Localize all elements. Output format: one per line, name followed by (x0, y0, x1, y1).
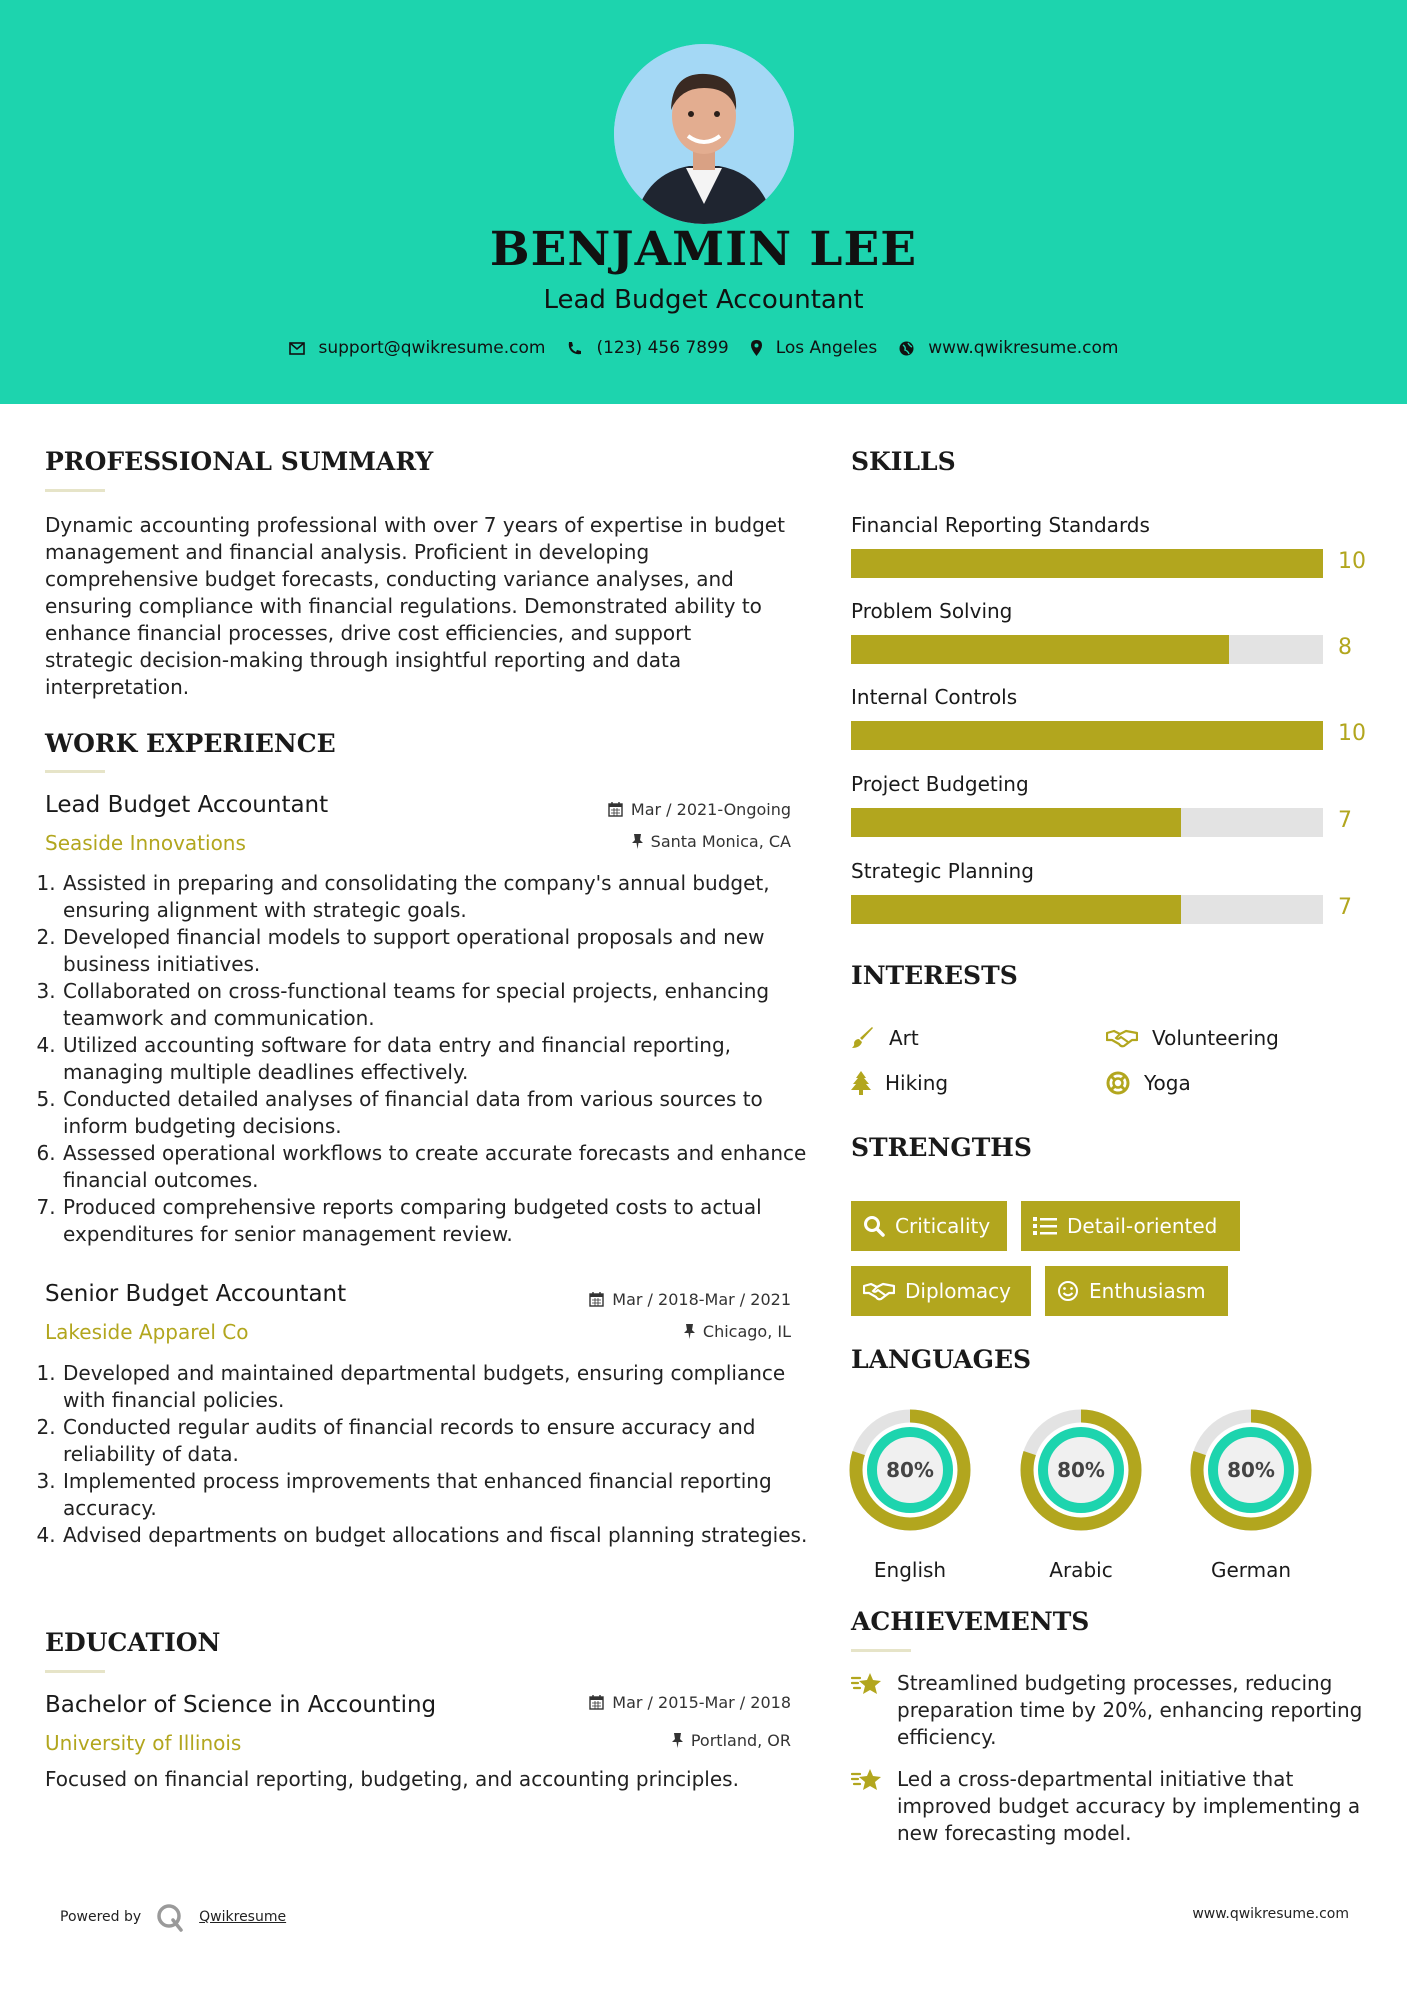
calendar-icon (608, 802, 623, 817)
job-title-1: Lead Budget Accountant (45, 792, 329, 818)
lifebuoy-icon (1106, 1071, 1130, 1095)
education-school: University of Illinois (45, 1731, 242, 1755)
strength-label: Criticality (895, 1214, 991, 1238)
language-percent: 80% (1227, 1458, 1275, 1482)
language-percent: 80% (1057, 1458, 1105, 1482)
contact-email[interactable] (289, 338, 546, 358)
job-date-1 (480, 800, 791, 819)
interest-label: Yoga (1144, 1071, 1191, 1095)
pushpin-icon (632, 834, 643, 849)
calendar-icon (589, 1695, 604, 1710)
smile-icon (1057, 1280, 1079, 1302)
pushpin-icon (684, 1324, 695, 1339)
language-name: Arabic (1049, 1558, 1113, 1582)
interest-volunteering (1106, 1026, 1279, 1050)
duty-item: 6. Assessed operational workflows to create accurate forecasts and enhance financial outcomes. (62, 1140, 812, 1194)
job-date-text-2: Mar / 2018-Mar / 2021 (612, 1290, 791, 1309)
education-description: Focused on financial reporting, budgeting, and accounting principles. (45, 1767, 739, 1791)
job-title-2: Senior Budget Accountant (45, 1281, 347, 1307)
duty-item: 3. Implemented process improvements that enhanced financial reporting accuracy. (62, 1468, 812, 1522)
website-text: www.qwikresume.com (928, 338, 1119, 358)
profile-photo (614, 44, 794, 224)
handshake-icon (1106, 1028, 1138, 1048)
qwikresume-logo-icon (155, 1902, 185, 1932)
experience-divider (45, 770, 105, 773)
job-duties-2 (44, 1360, 812, 1549)
skill-bar-track (851, 635, 1323, 664)
skill-bar-fill (851, 549, 1323, 578)
star-award-icon (851, 1670, 883, 1698)
duty-item: 1. Assisted in preparing and consolidating the company's annual budget, ensuring alignment with strategic goals. (62, 870, 812, 924)
contact-bar (0, 338, 1407, 358)
achievement-item (851, 1670, 1371, 1751)
strength-detail-oriented (1021, 1201, 1240, 1251)
handshake-icon (863, 1281, 895, 1301)
achievements-divider (851, 1649, 911, 1652)
experience-heading: WORK EXPERIENCE (45, 729, 336, 758)
education-divider (45, 1670, 105, 1673)
interest-art (851, 1026, 919, 1050)
duty-item: 2. Conducted regular audits of financial records to ensure accuracy and reliability of data. (62, 1414, 812, 1468)
skill-label: Problem Solving (851, 599, 1013, 623)
search-icon (863, 1215, 885, 1237)
contact-website[interactable] (899, 338, 1118, 358)
skill-bar-fill (851, 635, 1229, 664)
skill-bar-fill (851, 721, 1323, 750)
candidate-name: BENJAMIN LEE (489, 222, 918, 277)
skill-value: 8 (1338, 635, 1352, 660)
skill-value: 7 (1338, 808, 1352, 833)
job-company-1: Seaside Innovations (45, 831, 246, 855)
language-name: German (1210, 1558, 1292, 1582)
envelope-icon (289, 342, 305, 355)
skill-bar-track (851, 549, 1323, 578)
summary-heading: PROFESSIONAL SUMMARY (45, 447, 434, 476)
job-date-2 (480, 1290, 791, 1309)
job-date-text-1: Mar / 2021-Ongoing (630, 800, 791, 819)
skill-value: 7 (1338, 895, 1352, 920)
education-heading: EDUCATION (45, 1628, 221, 1657)
skill-value: 10 (1338, 721, 1366, 746)
duty-item: 7. Produced comprehensive reports comparing budgeted costs to actual expenditures for senior management review. (62, 1194, 812, 1248)
interest-yoga (1106, 1071, 1191, 1095)
job-duties-1 (44, 870, 812, 1248)
language-german (1176, 1408, 1326, 1588)
star-award-icon (851, 1766, 883, 1794)
job-location-2 (480, 1322, 791, 1341)
pushpin-icon (672, 1733, 683, 1748)
education-location-text: Portland, OR (690, 1731, 791, 1750)
achievements-heading: ACHIEVEMENTS (851, 1607, 1090, 1636)
interest-label: Volunteering (1152, 1026, 1279, 1050)
duty-item: 4. Advised departments on budget allocations and fiscal planning strategies. (62, 1522, 812, 1549)
job-location-1 (480, 832, 791, 851)
languages-heading: LANGUAGES (851, 1345, 1032, 1374)
skill-label: Strategic Planning (851, 859, 1034, 883)
duty-item: 2. Developed financial models to support operational proposals and new business initiatives. (62, 924, 812, 978)
list-icon (1033, 1216, 1057, 1236)
skill-label: Financial Reporting Standards (851, 513, 1150, 537)
language-percent: 80% (886, 1458, 934, 1482)
skill-bar-fill (851, 895, 1181, 924)
header-banner (0, 0, 1407, 404)
skill-bar-fill (851, 808, 1181, 837)
powered-by-text: Powered by (60, 1909, 142, 1925)
interests-heading: INTERESTS (851, 961, 1018, 990)
interest-label: Hiking (885, 1071, 949, 1095)
qwikresume-link[interactable]: Qwikresume (199, 1909, 287, 1925)
summary-text: Dynamic accounting professional with over 7 years of expertise in budget management and financial analysis. Proficient in developing comprehensive budget forecasts, conducting variance analyses, and ensuring compliance with financial regulations. Demonstrated ability to enhance financial processes, drive cost efficiencies, and support strategic decision-making through insightful reporting and data interpretation. (45, 513, 785, 699)
skill-bar-track (851, 808, 1323, 837)
strength-label: Diplomacy (905, 1279, 1012, 1303)
strength-label: Enthusiasm (1089, 1279, 1206, 1303)
achievement-text: Led a cross-departmental initiative that improved budget accuracy by implementing a new forecasting model. (897, 1767, 1361, 1845)
candidate-title: Lead Budget Accountant (543, 285, 864, 315)
skill-bar-track (851, 895, 1323, 924)
language-english (835, 1408, 985, 1588)
strength-label: Detail-oriented (1067, 1214, 1218, 1238)
skills-heading: SKILLS (851, 447, 956, 476)
paintbrush-icon (851, 1027, 875, 1049)
education-date (480, 1693, 791, 1712)
education-date-text: Mar / 2015-Mar / 2018 (612, 1693, 791, 1712)
achievement-item (851, 1766, 1371, 1847)
map-marker-icon (751, 340, 762, 356)
contact-location (751, 338, 878, 358)
achievement-text: Streamlined budgeting processes, reducing preparation time by 20%, enhancing reporting efficiency. (897, 1671, 1363, 1749)
footer-website[interactable]: www.qwikresume.com (1192, 1906, 1349, 1922)
phone-text: (123) 456 7899 (596, 338, 729, 358)
job-location-text-1: Santa Monica, CA (650, 832, 791, 851)
tree-icon (851, 1071, 871, 1095)
phone-icon (567, 341, 582, 356)
interest-label: Art (889, 1026, 919, 1050)
interest-hiking (851, 1071, 948, 1095)
location-text: Los Angeles (775, 338, 878, 358)
globe-icon (899, 341, 914, 356)
job-location-text-2: Chicago, IL (702, 1322, 791, 1341)
strength-enthusiasm (1045, 1266, 1228, 1316)
email-text: support@qwikresume.com (318, 338, 546, 358)
duty-item: 4. Utilized accounting software for data entry and financial reporting, managing multiple deadlines effectively. (62, 1032, 812, 1086)
contact-phone[interactable] (567, 338, 728, 358)
duty-item: 5. Conducted detailed analyses of financial data from various sources to inform budgeting decisions. (62, 1086, 812, 1140)
language-donut (835, 1408, 985, 1534)
job-company-2: Lakeside Apparel Co (45, 1320, 249, 1344)
footer-powered-by (60, 1902, 286, 1932)
skill-label: Internal Controls (851, 685, 1018, 709)
skill-value: 10 (1338, 549, 1366, 574)
language-name: English (873, 1558, 947, 1582)
skill-label: Project Budgeting (851, 772, 1029, 796)
summary-divider (45, 489, 105, 492)
calendar-icon (589, 1292, 604, 1307)
duty-item: 1. Developed and maintained departmental budgets, ensuring compliance with financial policies. (62, 1360, 812, 1414)
strengths-heading: STRENGTHS (851, 1133, 1032, 1162)
language-donut (1006, 1408, 1156, 1534)
strength-criticality (851, 1201, 1007, 1251)
education-degree: Bachelor of Science in Accounting (45, 1692, 437, 1718)
language-donut (1176, 1408, 1326, 1534)
education-location (480, 1731, 791, 1750)
duty-item: 3. Collaborated on cross-functional teams for special projects, enhancing teamwork and communication. (62, 978, 812, 1032)
strength-diplomacy (851, 1266, 1031, 1316)
skill-bar-track (851, 721, 1323, 750)
language-arabic (1006, 1408, 1156, 1588)
